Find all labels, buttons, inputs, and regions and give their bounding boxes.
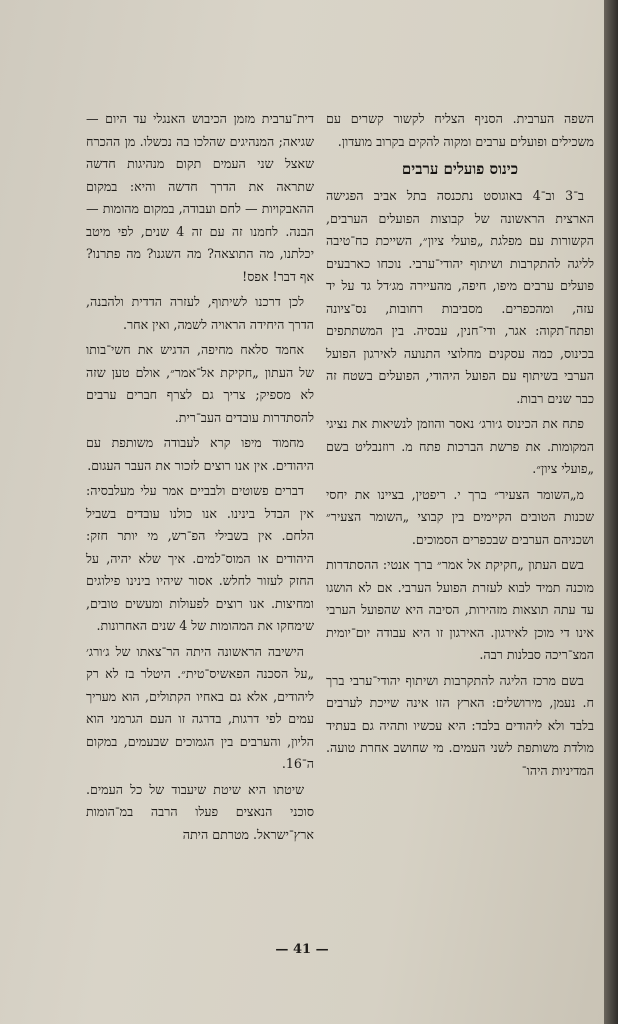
paragraph: בשם העתון „חקיקת אל אמר״ ברך אנטי: ההסתדרות מוכנה תמיד לבוא לעזרת הפועל הערבי. אם לא הושגו עד עתה תוצאות מזהירות, הסיבה היא שהפועל הערבי אינו די מוכן לאירגון. האירגון זו היא עבודה יום־יומית המצ־ריכה סבלנות רבה. (326, 557, 594, 662)
paragraph: הישיבה הראשונה היתה הר־צאתו של ג׳ורג׳ „על הסכנה הפאשיס־טית״. היטלר בז לא רק ליהודים, אלא גם באחיו הקתולים, הוא מעריך עמים לפי דרגות, בדרגה זו העם הגרמני הוא הליון, והערבים בין הגמוכים שבעמים, במקום ה־16. (86, 643, 314, 771)
left-column (86, 108, 314, 849)
paragraph: מ„השומר הצעיר״ ברך י. ריפטין, בציינו את יחסי שכנות הטובים הקיימים בין קבוצי „השומר הצעיר״ ושכניהם הערבים שבכפרים הסמוכים. (326, 486, 594, 547)
paragraph: דברים פשוטים ולבביים אמר עלי מעלבסיה: אין הבדל בינינו. אנו כולנו עובדים בשביל הלחם. אין בשבילי הפ־רש, מי יותר חזק: היהודים או המוס־למים. איך שלא יהיה, על החזק לעזור לחלש. אסור שיהיו בינינו פילוגים ומחיצות. אנו רוצים לפעולות ומעשים טובים, שימחקו את המהומות של 4 שנים האחרונות. (86, 483, 314, 633)
paragraph: פתח את הכינוס ג׳ורג׳ נאסר והוזמן לנשיאות את נציגי המקומות. את פרשת הברכות פתח מ. רוזנבליט בשם „פועלי ציון״. (326, 416, 594, 476)
paragraph: ב־3 וב־4 באוגוסט נתכנסה בתל אביב הפגישה הארצית הראשונה של קבוצות הפועלים הערבים, הקשורות עם מפלגת „פועלי ציון״, השייכת כח־טיבה לליגה להתקרבות ושיתוף יהודי־ערבי. נוכחו כארבעים פועלים ערבים מיפו, חיפה, מהעיירה מג׳דל גד על יד עזה, ומהכפרים. מסביבות רחובות, נס־ציונה ופתח־תקוה: אגר, ודי־חנין, עבסיה. בין המשתתפים בכינוס, כמה עסקנים מחלוצי התנועה לאירגון הפועל הערבי בשיתוף עם הפועל היהודי, הפועלים בשטח זה כבר שנים רבות. (326, 188, 594, 406)
paragraph: בשם מרכז הליגה להתקרבות ושיתוף יהודי־ערבי ברך ח. נעמן, מירושלים: הארץ הזו אינה שייכת לערבים בלבד ולא ליהודים בלבד: היא עכשיו ותהיה גם בעתיד מולדת משותפת לשני העמים. מי שחושב אחרת טועה. המדיניות היהו־ (326, 672, 594, 778)
paragraph: השפה הערבית. הסניף הצליח לקשור קשרים עם משכילים ופועלים ערבים ומקוה להקים בקרוב מועדון. (326, 111, 594, 149)
paragraph: לכן דרכנו לשיתוף, לעזרה הדדית ולהבנה, הדרך היחידה הראויה לשמה, ואין אחר. (86, 294, 314, 332)
paragraph: דית־ערבית מזמן הכיבוש האנגלי עד היום — שגיאה; המנהיגים שהלכו בה נכשלו. מן ההכרח שאצל שני העמים תקום מנהיגות חדשה שתראה את הדרך חדשה והיא: במקום ההאבקויות — לחם ועבודה, במקום מהומות — הבנה. לחמנו זה עם זה 4 שנים, לפי מיטב יכלתנו, מה התוצאה? מה השגנו? מה פתרנו? אף דבר! אפס! (86, 111, 315, 284)
page-number: — 41 — (275, 942, 329, 957)
right-column (326, 108, 594, 785)
paragraph: שיטתו היא שיטת שיעבוד של כל העמים. סוכני הנאצים פעלו הרבה במ־הומות ארץ־ישראל. מטרתם היתה (86, 781, 314, 842)
section-heading: כינוס פועלים ערבים (401, 160, 519, 178)
page-edge-shadow (604, 0, 618, 1024)
paragraph: אחמד סלאח מחיפה, הדגיש את חשי־בותו של העתון „חקיקת אל־אמר״, אולם טען שזה לא מספיק; צריך גם לצרף חברים ערבים להסתדרות עובדים העב־רית. (86, 342, 314, 425)
paragraph: מחמוד מיפו קרא לעבודה משותפת עם היהודים. אין אנו רוצים לזכור את העבר העגום. (86, 435, 314, 473)
